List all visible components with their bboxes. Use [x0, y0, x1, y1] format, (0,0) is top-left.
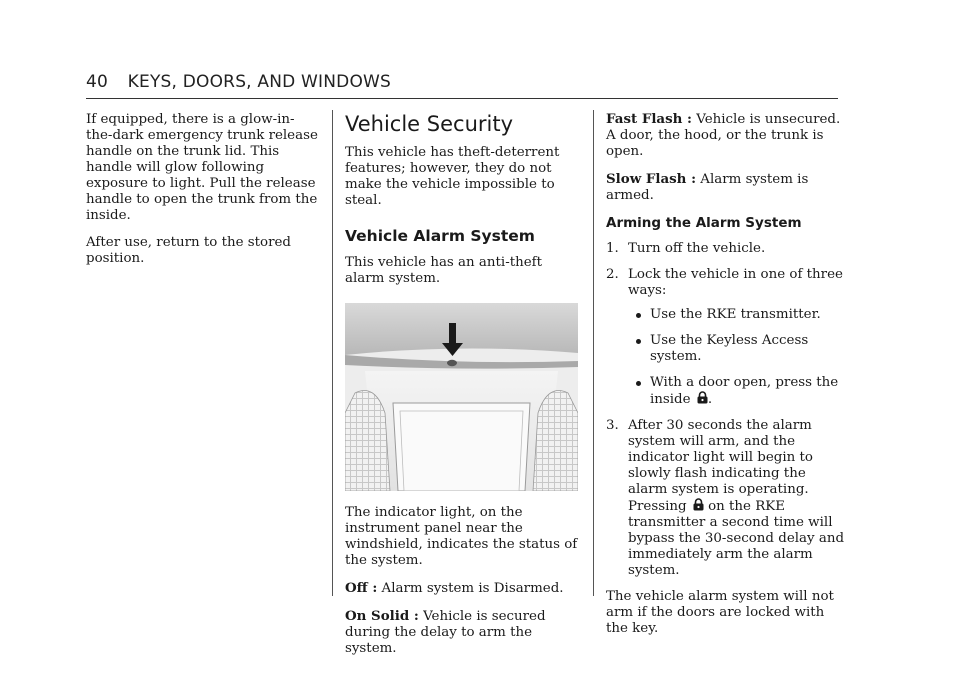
slow-flash-desc: Alarm system is armed.: [606, 172, 809, 203]
indicator-caption: The indicator light, on the instrument panel near the windshield, indicates the status of the system.: [345, 505, 578, 568]
list-item: [628, 333, 846, 365]
closing-note: The vehicle alarm system will not arm if the doors are locked with the key.: [606, 589, 834, 636]
bullet-text: With a door open, press the inside: [650, 375, 839, 407]
slow-flash-term: Slow Flash :: [606, 171, 697, 187]
step-2: [606, 267, 846, 408]
step-text-a: After 30 seconds the alarm system will arm, and the indicator light will begin to slowly flash indicating the alarm system is operating. Pressing: [628, 418, 813, 514]
column-1: [86, 112, 318, 278]
section-title: KEYS, DOORS, AND WINDOWS: [127, 72, 392, 92]
step-number: 3.: [606, 418, 619, 433]
page-header: [86, 72, 391, 92]
header-rule: [86, 98, 838, 99]
step-number: 1.: [606, 241, 619, 256]
step-1: [606, 241, 846, 257]
dashboard-indicator-illustration: [345, 303, 578, 491]
lock-icon: [697, 391, 708, 404]
arming-heading: Arming the Alarm System: [606, 215, 802, 231]
step-text: Lock the vehicle in one of three ways:: [628, 267, 843, 298]
security-intro: This vehicle has theft-deterrent features; however, they do not make the vehicle impossible to steal.: [345, 145, 560, 208]
fast-flash-term: Fast Flash :: [606, 111, 692, 127]
after-use-paragraph: After use, return to the stored position.: [86, 235, 291, 266]
step-3: [606, 418, 846, 579]
column-3: [606, 111, 846, 648]
off-desc: Alarm system is Disarmed.: [381, 581, 564, 596]
alarm-system-heading: Vehicle Alarm System: [345, 227, 535, 245]
list-item: [628, 375, 846, 408]
trunk-release-paragraph: If equipped, there is a glow-in-the-dark emergency trunk release handle on the trunk lid. This handle will glow following exposure to light. Pull the release handle to open the trunk from the inside.: [86, 112, 318, 223]
bullet-text: Use the RKE transmitter.: [650, 307, 821, 322]
bullet-icon: [636, 339, 641, 344]
column-divider-2: [593, 110, 594, 596]
lock-icon: [693, 498, 704, 511]
bullet-end: .: [707, 392, 713, 407]
on-solid-desc: Vehicle is secured during the delay to arm the system.: [345, 609, 546, 656]
on-solid-term: On Solid :: [345, 608, 419, 624]
off-term: Off :: [345, 580, 378, 596]
step-text-b: on the RKE transmitter a second time will bypass the 30-second delay and immediately arm the alarm system.: [628, 499, 845, 578]
vehicle-security-heading: Vehicle Security: [345, 112, 514, 136]
list-item: [628, 307, 846, 323]
step-text: Turn off the vehicle.: [628, 241, 766, 256]
step-number: 2.: [606, 267, 619, 282]
bullet-icon: [636, 313, 641, 318]
off-state: [345, 580, 580, 597]
column-divider-1: [332, 110, 333, 596]
lock-methods-list: [628, 307, 846, 408]
column-2: [345, 112, 580, 668]
fast-flash-state: [606, 111, 846, 160]
page-number: 40: [86, 72, 109, 92]
bullet-icon: [636, 381, 641, 386]
slow-flash-state: [606, 171, 846, 204]
arming-steps: [606, 241, 846, 579]
alarm-intro: This vehicle has an anti-theft alarm system.: [345, 255, 542, 286]
bullet-text: Use the Keyless Access system.: [650, 333, 809, 364]
on-solid-state: [345, 608, 580, 657]
fast-flash-desc: Vehicle is unsecured. A door, the hood, or the trunk is open.: [606, 112, 841, 159]
